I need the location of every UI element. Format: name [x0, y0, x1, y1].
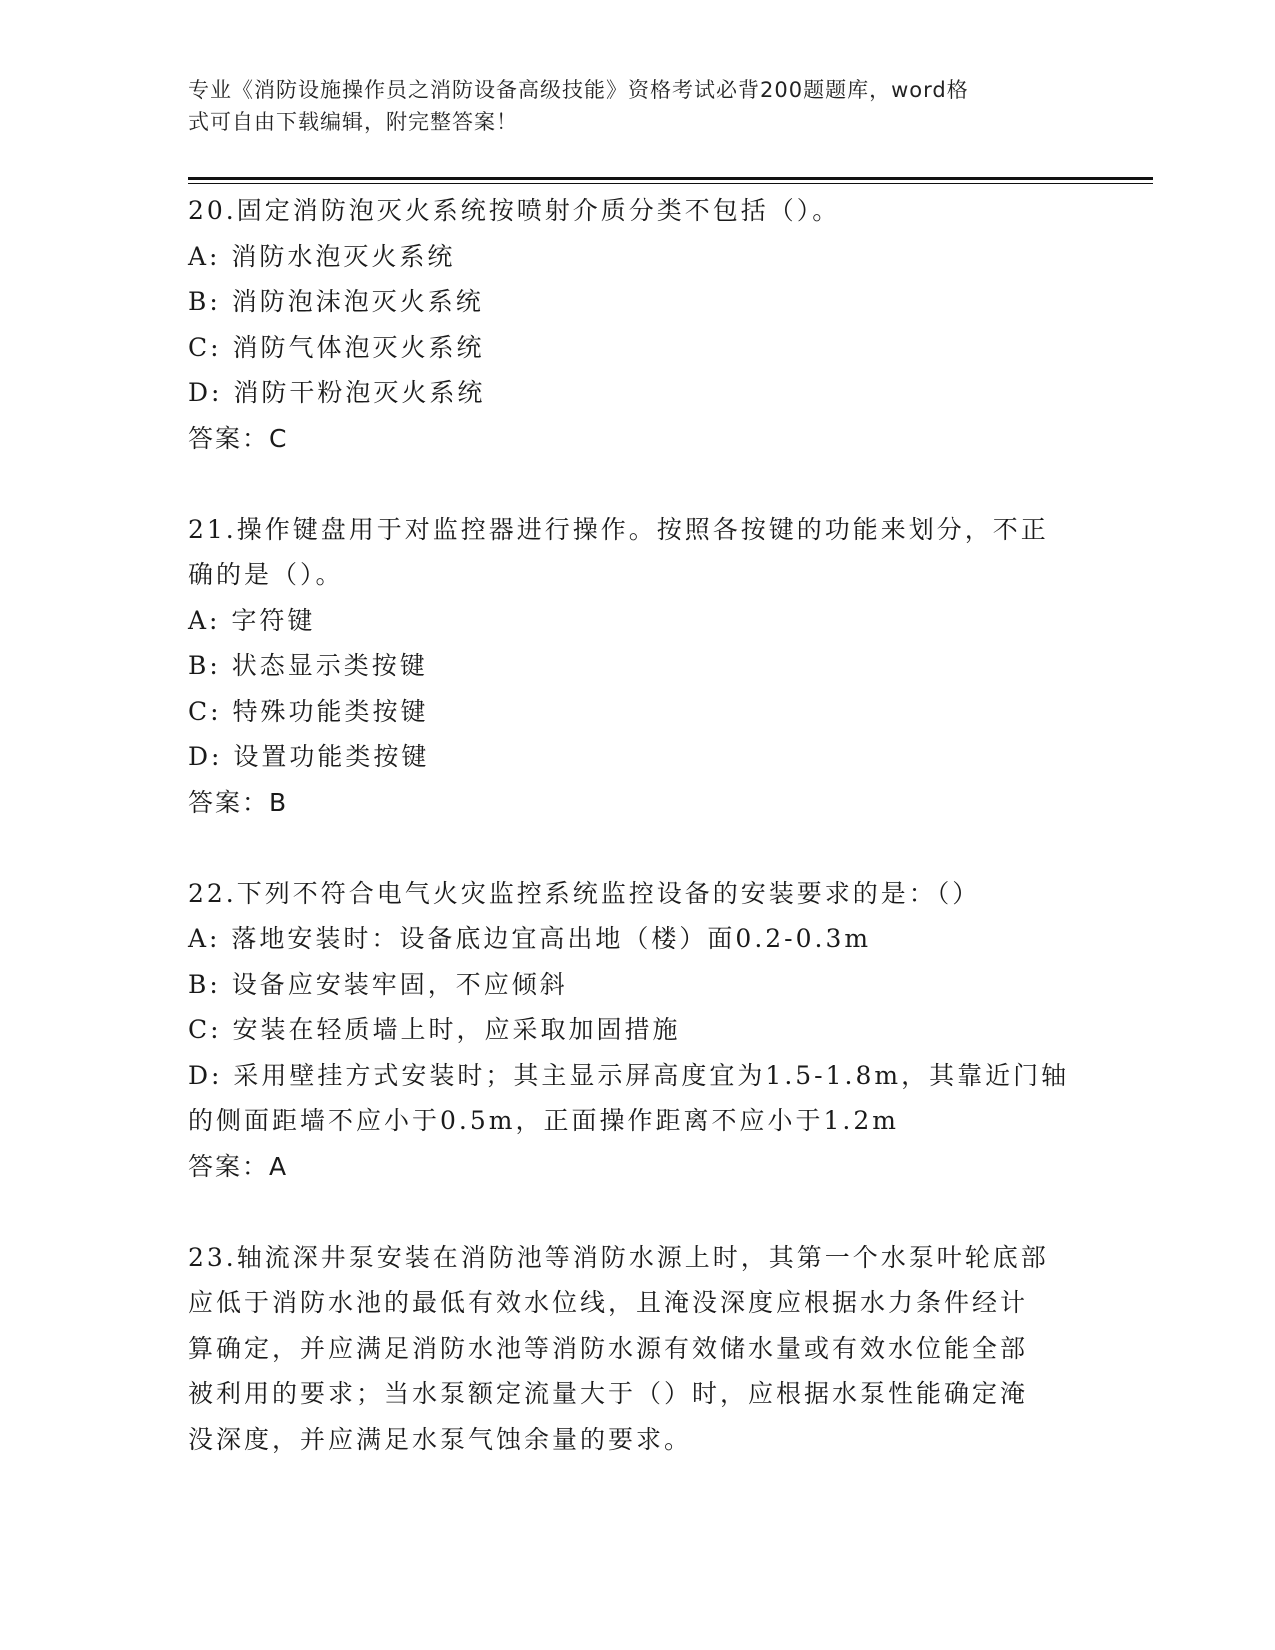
question-stem-continued: 确的是（）。 [188, 560, 344, 589]
option-b: B: 设备应安装牢固，不应倾斜 [188, 969, 568, 999]
option-a: A: 消防水泡灭火系统 [188, 241, 456, 271]
answer: 答案：A [188, 1151, 289, 1181]
question-spacer [188, 1189, 1088, 1235]
option-d: D: 采用壁挂方式安装时；其主显示屏高度宜为1.5-1.8m，其靠近门轴 [188, 1060, 1070, 1090]
question-23 [188, 1235, 1088, 1463]
header-divider-thick [188, 177, 1153, 180]
option-b: B: 状态显示类按键 [188, 651, 428, 680]
option-c: C: 消防气体泡灭火系统 [188, 332, 485, 362]
option-c: C: 安装在轻质墙上时，应采取加固措施 [188, 1015, 681, 1044]
option-d-continued: 的侧面距墙不应小于0.5m，正面操作距离不应小于1.2m [188, 1106, 899, 1135]
question-21 [188, 507, 1088, 826]
question-spacer [188, 461, 1088, 507]
question-list [188, 188, 1088, 1462]
header-line: 式可自由下载编辑，附完整答案！ [188, 110, 518, 134]
question-20 [188, 188, 1088, 461]
question-spacer [188, 825, 1088, 871]
option-c: C: 特殊功能类按键 [188, 696, 429, 726]
header-divider-thin [188, 183, 1153, 184]
question-stem: 20.固定消防泡灭火系统按喷射介质分类不包括（）。 [188, 196, 841, 225]
header-line: 专业《消防设施操作员之消防设备高级技能》资格考试必背200题题库，word格 [188, 78, 969, 102]
question-stem: 23.轴流深井泵安装在消防池等消防水源上时，其第一个水泵叶轮底部 [188, 1242, 1049, 1272]
option-d: D: 设置功能类按键 [188, 742, 430, 771]
answer: 答案：C [188, 423, 289, 453]
document-header [188, 74, 1088, 138]
question-stem-continued: 应低于消防水池的最低有效水位线，且淹没深度应根据水力条件经计 [188, 1288, 1029, 1317]
option-a: A: 落地安装时：设备底边宜高出地（楼）面0.2-0.3m [188, 924, 872, 953]
question-stem-continued: 被利用的要求；当水泵额定流量大于（）时，应根据水泵性能确定淹 [188, 1379, 1029, 1408]
option-d: D: 消防干粉泡灭火系统 [188, 378, 486, 407]
question-stem: 21.操作键盘用于对监控器进行操作。按照各按键的功能来划分，不正 [188, 514, 1049, 544]
question-stem-continued: 算确定，并应满足消防水池等消防水源有效储水量或有效水位能全部 [188, 1333, 1029, 1363]
option-a: A: 字符键 [188, 605, 316, 635]
answer: 答案：B [188, 787, 289, 817]
question-22 [188, 871, 1088, 1190]
question-stem: 22.下列不符合电气火灾监控系统监控设备的安装要求的是：（） [188, 878, 981, 908]
question-stem-continued: 没深度，并应满足水泵气蚀余量的要求。 [188, 1424, 693, 1454]
option-b: B: 消防泡沫泡灭火系统 [188, 287, 484, 316]
